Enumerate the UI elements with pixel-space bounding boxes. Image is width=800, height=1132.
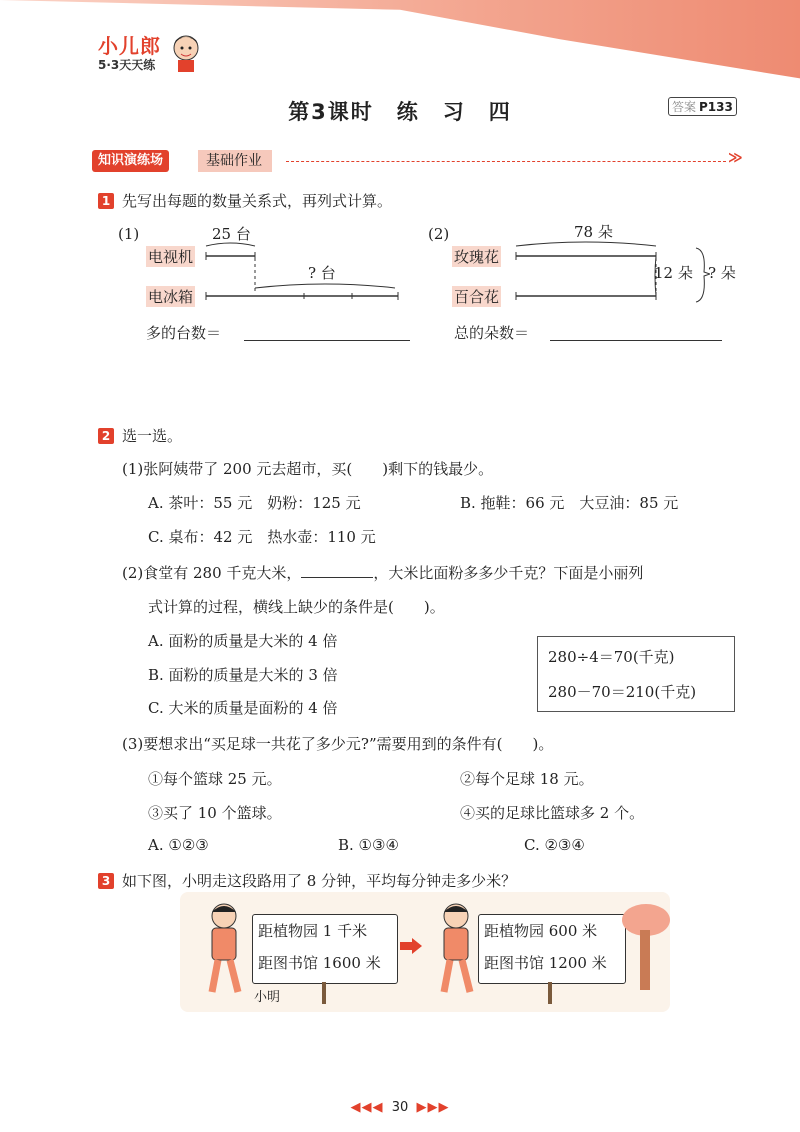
question-number: 3 [98,873,114,889]
option-c[interactable]: C. 大米的质量是面粉的 4 倍 [148,699,338,717]
answer-line[interactable] [550,340,722,341]
diagram-label: ? 台 [308,264,336,282]
sign-post [548,982,552,1004]
fill-blank[interactable] [301,577,373,578]
section-subtitle: 基础作业 [198,150,272,172]
condition: ①每个篮球 25 元。 [148,770,282,788]
brand-logo: 小儿郎 [98,34,161,58]
option-a[interactable]: A. ①②③ [148,836,209,854]
mascot-icon [168,30,204,74]
question-text: 选一选。 [122,427,183,445]
tree-icon [620,900,672,1000]
option-c[interactable]: C. ②③④ [524,836,585,854]
sub-question [122,562,643,583]
stem-part: ，大米比面粉多多少千克？下面是小丽列 [373,564,644,582]
diagram-label: 12 朵 [654,264,693,282]
boy-illustration-icon [196,900,256,1000]
sub-question: (3)要想求出“买足球一共花了多少元?”需要用到的条件有( )。 [122,735,554,753]
next-arrows-icon: ▶▶▶ [416,1100,450,1115]
sign-post [322,982,326,1004]
calc-line: 280－70＝210(千克) [548,683,697,701]
question-number: 1 [98,193,114,209]
part-label: (1) [118,225,140,243]
sign-line: 距图书馆 1200 米 [484,954,607,972]
condition: ③买了 10 个篮球。 [148,804,282,822]
answer-page: P133 [699,100,733,114]
sign-line: 距植物园 600 米 [484,922,598,940]
sign-line: 距植物园 1 千米 [258,922,368,940]
condition: ②每个足球 18 元。 [460,770,594,788]
diagram-label: 25 台 [212,225,251,243]
row-label: 百合花 [454,288,500,306]
line-diagram-2 [510,238,710,304]
answer-label: 答案 [672,100,697,114]
question-text: 如下图，小明走这段路用了 8 分钟，平均每分钟走多少米？ [122,872,517,890]
row-label: 玫瑰花 [454,248,500,266]
diagram-label: ? 朵 [708,264,736,282]
answer-line[interactable] [244,340,410,341]
part-label: (2) [428,225,450,243]
option-a[interactable]: A. 茶叶：55 元 奶粉：125 元 [148,494,361,512]
page-footer [0,1100,800,1115]
answer-label: 多的台数＝ [146,324,222,342]
answer-ref [668,97,737,116]
option-b[interactable]: B. 面粉的质量是大米的 3 倍 [148,666,338,684]
sub-question: (1)张阿姨带了 200 元去超市，买( )剩下的钱最少。 [122,460,494,478]
question-number: 2 [98,428,114,444]
option-c[interactable]: C. 桌布：42 元 热水壶：110 元 [148,528,376,546]
sign-line: 距图书馆 1600 米 [258,954,381,972]
arrow-right-icon [400,938,422,954]
condition: ④买的足球比篮球多 2 个。 [460,804,645,822]
section-divider [286,161,726,162]
section-title: 知识演练场 [92,150,169,172]
boy-label: 小明 [254,990,281,1005]
row-label: 电视机 [148,248,194,266]
page-number: 30 [391,1100,409,1115]
option-b[interactable]: B. ①③④ [338,836,399,854]
prev-arrows-icon: ◀◀◀ [350,1100,384,1115]
diagram-label: 78 朵 [574,223,613,241]
stem-part: (2)食堂有 280 千克大米， [122,564,302,582]
calc-line: 280÷4＝70(千克) [548,648,675,666]
answer-label: 总的朵数＝ [454,324,530,342]
option-b[interactable]: B. 拖鞋：66 元 大豆油：85 元 [460,494,679,512]
section-arrow-icon: ≫ [728,150,743,166]
sub-question-line2: 式计算的过程，横线上缺少的条件是( )。 [148,598,445,616]
row-label: 电冰箱 [148,288,194,306]
line-diagram-1 [200,238,405,304]
page-title: 第3课时 练 习 四 [288,100,512,124]
question-text: 先写出每题的数量关系式，再列式计算。 [122,192,393,210]
option-a[interactable]: A. 面粉的质量是大米的 4 倍 [148,632,338,650]
brand-subtitle: 5·3天天练 [98,58,156,72]
